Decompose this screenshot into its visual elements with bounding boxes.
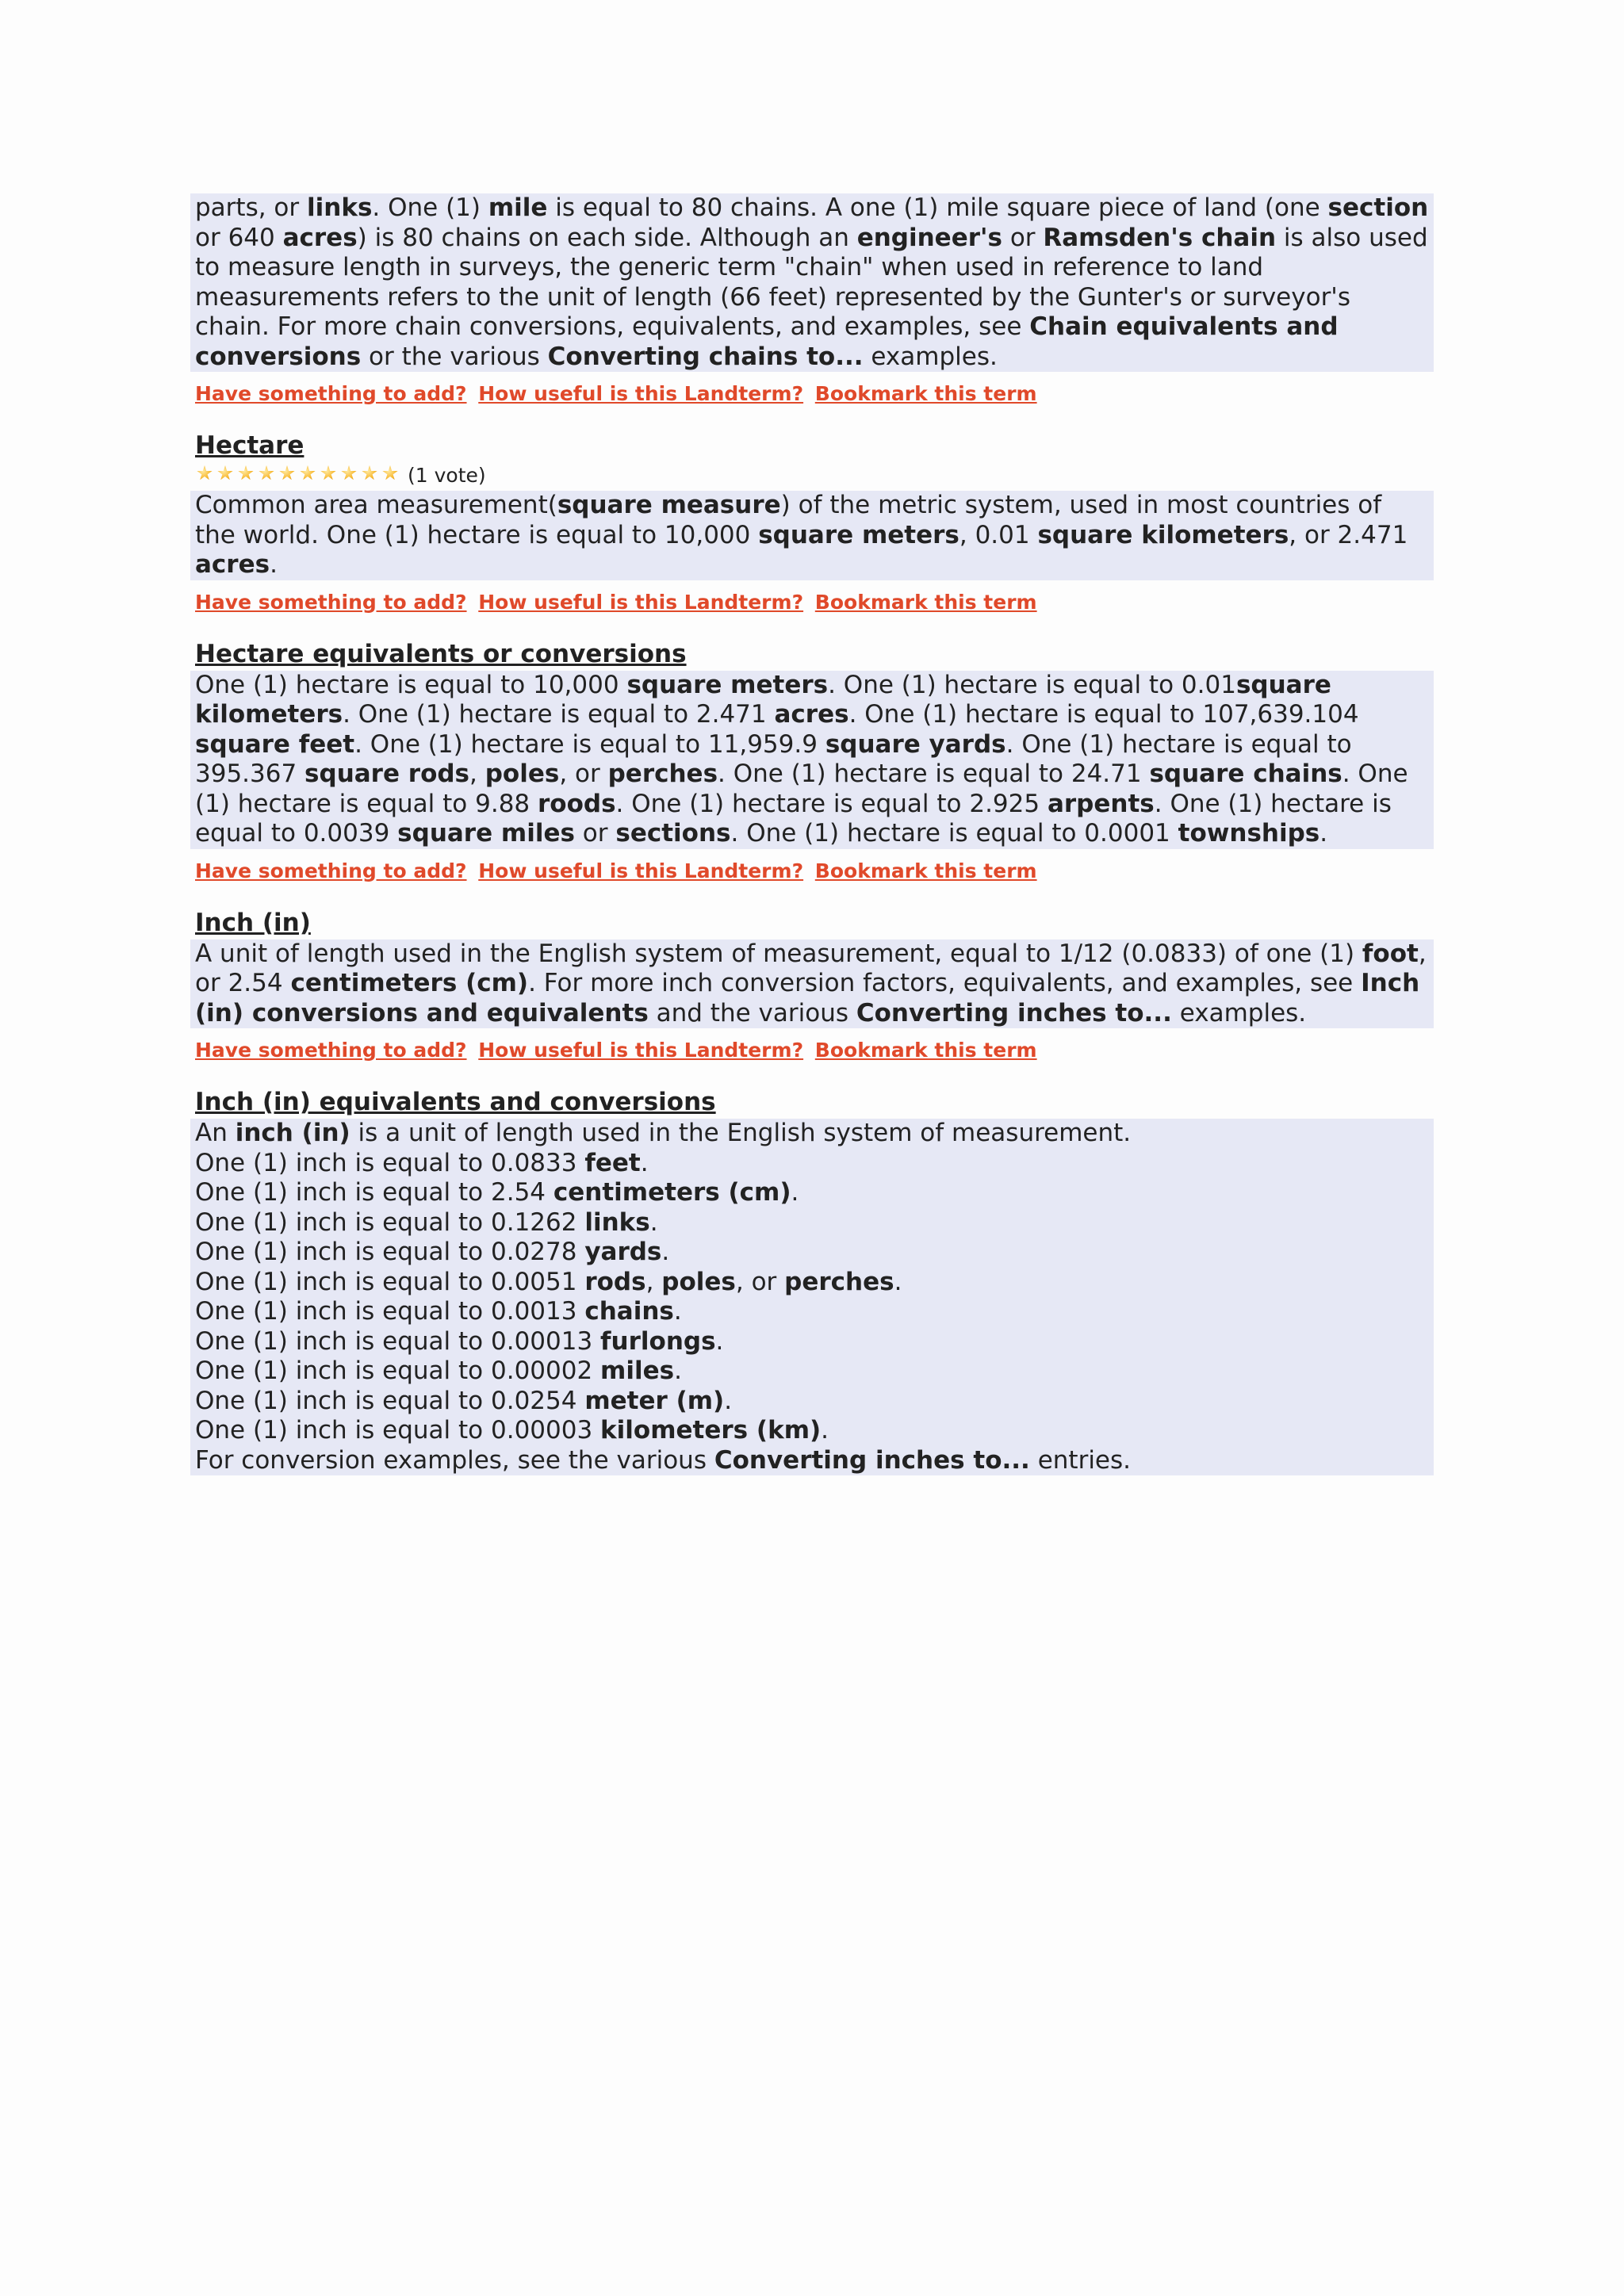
text-run: . One (1) hectare is equal to 11,959.9 <box>354 729 825 759</box>
text-run: . <box>649 1207 658 1237</box>
text-run: . One (1) <box>372 193 488 222</box>
term-keyword: meter (m) <box>584 1386 725 1415</box>
bookmark-term-link[interactable]: Bookmark this term <box>814 590 1037 614</box>
text-run: One (1) hectare is equal to 10,000 <box>195 670 627 699</box>
term-keyword: Converting inches to... <box>856 998 1172 1027</box>
term-keyword: mile <box>488 193 548 222</box>
bookmark-term-link[interactable]: Bookmark this term <box>814 859 1037 882</box>
text-run: or the various <box>361 342 548 371</box>
text-run: One (1) inch is equal to 0.0833 <box>195 1148 585 1177</box>
text-run: . <box>270 550 278 579</box>
rate-term-link[interactable]: How useful is this Landterm? <box>478 382 804 405</box>
term-keyword: feet <box>584 1148 641 1177</box>
term-keyword: acres <box>282 223 358 252</box>
text-run: , or <box>559 760 608 788</box>
hectare-conversions-definition <box>190 671 1434 849</box>
text-run: . <box>791 1178 799 1207</box>
text-run: . One (1) hectare is equal to 2.925 <box>615 789 1048 818</box>
bookmark-term-link[interactable]: Bookmark this term <box>814 1039 1037 1062</box>
conversion-line <box>195 1357 1429 1387</box>
text-run: . <box>661 1238 670 1266</box>
term-keyword: centimeters (cm) <box>290 969 529 997</box>
text-run: or 640 <box>195 223 283 252</box>
hectare-definition <box>190 491 1434 580</box>
glossary-content <box>190 193 1434 1475</box>
rate-term-link[interactable]: How useful is this Landterm? <box>478 859 804 882</box>
text-run: For conversion examples, see the various <box>195 1445 714 1475</box>
term-keyword: arpents <box>1047 789 1155 818</box>
text-run: . <box>821 1416 829 1445</box>
term-keyword: square feet <box>195 729 355 759</box>
text-run: . One (1) hectare is equal to 9.88 <box>195 760 1408 818</box>
text-run: . One (1) hectare is equal to 0.0039 <box>195 789 1392 848</box>
text-run: . One (1) hectare is equal to 24.71 <box>718 760 1150 788</box>
term-keyword: square yards <box>825 729 1006 759</box>
rate-term-link[interactable]: How useful is this Landterm? <box>478 1039 804 1062</box>
star-icon[interactable] <box>382 465 398 481</box>
term-keyword: townships <box>1178 819 1320 848</box>
rating-stars[interactable] <box>197 465 403 484</box>
text-run: . For more inch conversion factors, equivalents, and examples, see <box>528 969 1362 997</box>
term-keyword: poles <box>661 1267 736 1296</box>
term-keyword: square miles <box>397 819 575 848</box>
conversion-line <box>195 1238 1429 1268</box>
term-keyword: Chain equivalents and conversions <box>195 312 1339 371</box>
conversion-line <box>195 1416 1429 1446</box>
term-keyword: Converting chains to... <box>547 342 864 371</box>
text-run: or <box>574 819 616 848</box>
conversion-line <box>195 1327 1429 1357</box>
term-title-inch-conversions[interactable]: Inch (in) equivalents and conversions <box>195 1088 716 1116</box>
star-icon[interactable] <box>238 465 254 481</box>
term-title-hectare[interactable]: Hectare <box>195 431 304 460</box>
term-keyword: square kilometers <box>1037 520 1289 549</box>
text-run: , <box>469 760 485 788</box>
add-comment-link[interactable]: Have something to add? <box>195 382 467 405</box>
term-keyword: miles <box>600 1357 675 1385</box>
text-run: or <box>1002 223 1044 252</box>
term-keyword: acres <box>774 700 849 729</box>
text-run: . One (1) hectare is equal to 0.0001 <box>730 819 1178 848</box>
term-keyword: poles <box>485 760 560 788</box>
text-run: . <box>674 1357 682 1385</box>
text-run: . <box>673 1297 682 1326</box>
term-keyword: engineer's <box>856 223 1002 252</box>
text-run: ) is 80 chains on each side. Although an <box>357 223 857 252</box>
text-run: entries. <box>1029 1445 1132 1475</box>
text-run: . <box>894 1267 902 1296</box>
text-run: examples. <box>1171 998 1307 1027</box>
term-keyword: inch (in) <box>235 1119 350 1147</box>
text-run: A unit of length used in the English system of measurement, equal to 1/12 (0.0833) of one (1) <box>195 939 1362 968</box>
inch-conversions-definition <box>190 1119 1434 1475</box>
rate-term-link[interactable]: How useful is this Landterm? <box>478 590 804 614</box>
star-icon[interactable] <box>341 465 357 481</box>
term-keyword: square chains <box>1149 760 1342 788</box>
term-keyword: centimeters (cm) <box>553 1178 791 1207</box>
text-run: examples. <box>863 342 998 371</box>
chain-definition <box>190 193 1434 372</box>
text-run: , or 2.54 <box>195 939 1427 997</box>
text-run: One (1) inch is equal to 0.00013 <box>195 1326 601 1356</box>
term-title-hectare-conversions[interactable]: Hectare equivalents or conversions <box>195 639 687 668</box>
term-keyword: kilometers (km) <box>600 1416 822 1445</box>
term-actions <box>195 855 1434 887</box>
term-keyword: Ramsden's chain <box>1043 223 1277 252</box>
term-keyword: square meters <box>758 520 959 549</box>
conversion-line <box>195 1446 1429 1476</box>
text-run: One (1) inch is equal to 0.00002 <box>195 1357 601 1385</box>
term-keyword: Inch (in) conversions and equivalents <box>195 969 1420 1027</box>
text-run: Common area measurement( <box>195 491 557 519</box>
term-title-inch[interactable]: Inch (in) <box>195 908 311 937</box>
term-keyword: square rods <box>304 760 470 788</box>
term-keyword: furlongs <box>600 1326 716 1356</box>
text-run: One (1) inch is equal to 0.0254 <box>195 1386 585 1415</box>
add-comment-link[interactable]: Have something to add? <box>195 859 467 882</box>
term-keyword: foot <box>1362 939 1419 968</box>
term-keyword: section <box>1327 193 1429 222</box>
star-icon[interactable] <box>259 465 274 481</box>
conversion-line <box>195 1149 1429 1179</box>
term-keyword: roods <box>538 789 616 818</box>
text-run: is equal to 80 chains. A one (1) mile square piece of land (one <box>547 193 1328 222</box>
rating <box>197 462 1434 488</box>
conversion-line <box>195 1208 1429 1238</box>
term-keyword: square kilometers <box>195 670 1331 729</box>
term-keyword: chains <box>584 1297 674 1326</box>
term-actions <box>195 378 1434 410</box>
conversion-line <box>195 1268 1429 1298</box>
conversion-line <box>195 1297 1429 1327</box>
text-run: . One (1) hectare is equal to 0.01 <box>828 670 1236 699</box>
bookmark-term-link[interactable]: Bookmark this term <box>814 382 1037 405</box>
term-keyword: perches <box>607 760 718 788</box>
conversion-line <box>195 1178 1429 1208</box>
term-keyword: rods <box>584 1267 646 1296</box>
text-run: , 0.01 <box>959 520 1038 549</box>
add-comment-link[interactable]: Have something to add? <box>195 590 467 614</box>
text-run: is a unit of length used in the English system of measurement. <box>350 1119 1132 1147</box>
term-keyword: Converting inches to... <box>714 1445 1030 1475</box>
term-actions <box>195 587 1434 618</box>
term-keyword: sections <box>615 819 731 848</box>
star-icon[interactable] <box>197 465 213 481</box>
text-run: One (1) inch is equal to 0.0278 <box>195 1238 585 1266</box>
star-icon[interactable] <box>300 465 316 481</box>
text-run: One (1) inch is equal to 0.00003 <box>195 1416 601 1445</box>
text-run: An <box>195 1119 236 1147</box>
vote-count: (1 vote) <box>408 463 486 487</box>
text-run: . <box>715 1326 724 1356</box>
term-keyword: links <box>584 1207 650 1237</box>
text-run: . <box>640 1148 649 1177</box>
inch-definition <box>190 939 1434 1029</box>
text-run: ) of the metric system, used in most countries of the world. One (1) hectare is equal to 10,000 <box>195 491 1382 549</box>
text-run: One (1) inch is equal to 2.54 <box>195 1178 553 1207</box>
term-keyword: square measure <box>557 491 781 519</box>
star-icon[interactable] <box>362 465 377 481</box>
star-icon[interactable] <box>320 465 336 481</box>
star-icon[interactable] <box>279 465 295 481</box>
text-run: . <box>1320 819 1328 848</box>
term-keyword: square meters <box>626 670 829 699</box>
conversion-line <box>195 1119 1429 1149</box>
term-keyword: links <box>307 193 373 222</box>
text-run: One (1) inch is equal to 0.0013 <box>195 1297 585 1326</box>
star-icon[interactable] <box>217 465 233 481</box>
text-run: is also used to measure length in surveys, the generic term "chain" when used in reference to land measurements refers to the unit of length (66 feet) represented by the Gunter's or surveyor's chain. For more chain conversions, equivalents, and examples, see <box>195 223 1428 341</box>
text-run: , or 2.471 <box>1289 520 1408 549</box>
text-run: . One (1) hectare is equal to 395.367 <box>195 729 1352 788</box>
add-comment-link[interactable]: Have something to add? <box>195 1039 467 1062</box>
text-run: . One (1) hectare is equal to 107,639.104 <box>848 700 1359 729</box>
conversion-line <box>195 1387 1429 1417</box>
text-run: parts, or <box>195 193 307 222</box>
term-keyword: yards <box>584 1238 662 1266</box>
text-run: and the various <box>648 998 856 1027</box>
text-run: One (1) inch is equal to 0.0051 <box>195 1267 585 1296</box>
term-actions <box>195 1035 1434 1066</box>
text-run: , <box>645 1267 662 1296</box>
text-run: , or <box>735 1267 785 1296</box>
term-keyword: acres <box>195 550 270 579</box>
text-run: One (1) inch is equal to 0.1262 <box>195 1207 585 1237</box>
text-run: . One (1) hectare is equal to 2.471 <box>343 700 775 729</box>
term-keyword: perches <box>784 1267 894 1296</box>
text-run: . <box>724 1386 733 1415</box>
